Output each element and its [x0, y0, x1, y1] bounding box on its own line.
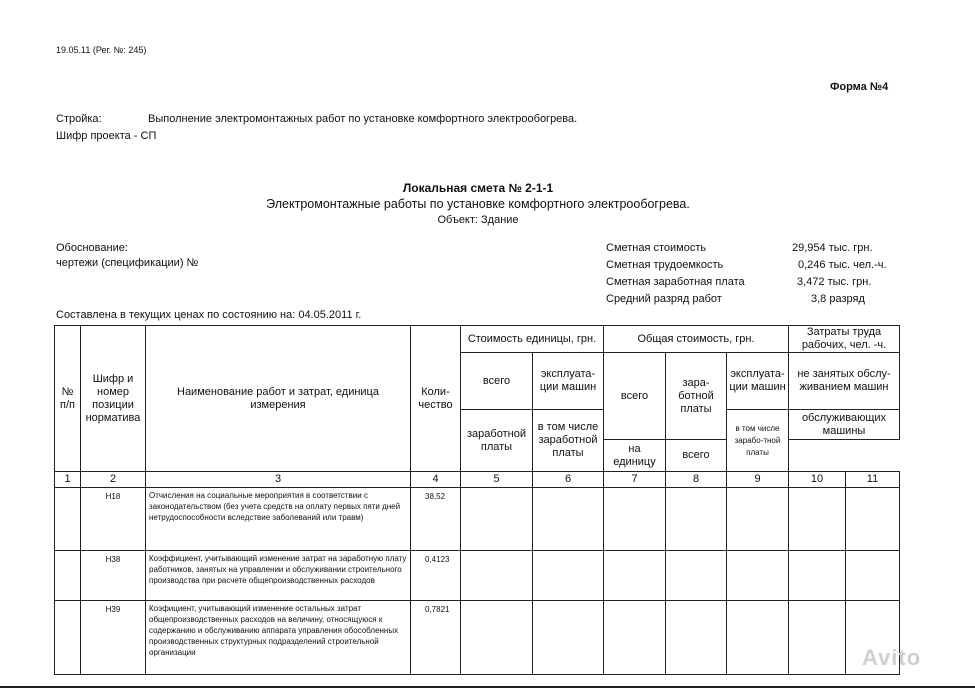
- site-value: Выполнение электромонтажных работ по установке комфортного электрообогрева.: [148, 113, 578, 125]
- stat-cost-label: Сметная стоимость: [606, 242, 707, 254]
- col-number: 9: [727, 472, 789, 488]
- estimate-table: [54, 325, 900, 675]
- table-row: [55, 601, 900, 675]
- stat-salary-value: 3,472 тыс. грн.: [797, 276, 872, 288]
- header-unit-machines: эксплуата-ции машин: [533, 353, 604, 410]
- header-total-machines: эксплуата-ции машин: [727, 353, 789, 410]
- header-unit-cost: Стоимость единицы, грн.: [461, 326, 604, 353]
- stat-cost-value: 29,954 тыс. грн.: [792, 242, 873, 254]
- header-total-salary: зара-ботной платы: [666, 353, 727, 440]
- bottom-divider: [0, 686, 975, 688]
- site-label: Стройка:: [56, 113, 102, 125]
- header-total-cost: Общая стоимость, грн.: [604, 326, 789, 353]
- header-total-incl-salary: в том числе зарабо-тной платы: [727, 410, 789, 472]
- col-number: 7: [604, 472, 666, 488]
- row-description: Коэффициент, учитывающий изменение затрат на заработную плату работников, занятых на управлении и обслуживании строительного производства при расчете общепроизводственных расходов: [146, 551, 411, 601]
- header-qty: Коли-чество: [411, 326, 461, 472]
- form-number: Форма №4: [830, 81, 889, 93]
- row-code: Н38: [81, 551, 146, 601]
- row-description: Коэфициент, учитывающий изменение остальных затрат общепроизводственных расходов на величину, относящуюся к содержанию и обслуживанию аппарата управления обособленных производственных структурных подразделений строительной организации: [146, 601, 411, 675]
- row-code: Н39: [81, 601, 146, 675]
- estimate-subtitle: Электромонтажные работы по установке комфортного электрообогрева.: [266, 197, 690, 211]
- row-code: Н18: [81, 488, 146, 551]
- header-busy: обслуживающих машины: [789, 410, 900, 440]
- basis-label: Обоснование:: [56, 242, 128, 254]
- header-unit-salary: заработной платы: [461, 410, 533, 472]
- stat-labor-value: 0,246 тыс. чел.-ч.: [798, 259, 887, 271]
- col-number: 2: [81, 472, 146, 488]
- table-row: [55, 488, 900, 551]
- col-number: 5: [461, 472, 533, 488]
- col-number: 1: [55, 472, 81, 488]
- row-description: Отчисления на социальные мероприятия в соответствии с законодательством (без учета средств на оплату первых пяти дней нетрудоспособности вследствие заболеваний или травм): [146, 488, 411, 551]
- row-qty: 0,7821: [411, 601, 461, 675]
- header-num: № п/п: [55, 326, 81, 472]
- row-qty: 0,4123: [411, 551, 461, 601]
- col-number: 11: [846, 472, 900, 488]
- compiled-date: Составлена в текущих ценах по состоянию на: 04.05.2011 г.: [56, 309, 362, 321]
- row-qty: 38,52: [411, 488, 461, 551]
- col-number: 6: [533, 472, 604, 488]
- header-unit-all: всего: [461, 353, 533, 410]
- basis-value: чертежи (спецификации) №: [56, 257, 199, 269]
- header-not-busy: не занятых обслу-живанием машин: [789, 353, 900, 410]
- estimate-title: Локальная смета № 2-1-1: [402, 181, 554, 195]
- header-labor: Затраты труда рабочих, чел. -ч.: [789, 326, 900, 353]
- col-number: 10: [789, 472, 846, 488]
- header-total-all: всего: [604, 353, 666, 440]
- date-registration: 19.05.11 (Рег. №: 245): [56, 45, 147, 55]
- col-number: 4: [411, 472, 461, 488]
- stat-salary-label: Сметная заработная плата: [606, 276, 745, 288]
- header-name: Наименование работ и затрат, единица измерения: [146, 326, 411, 472]
- project-code: Шифр проекта - СП: [56, 130, 157, 142]
- table-row: [55, 551, 900, 601]
- estimate-object: Объект: Здание: [437, 214, 519, 226]
- header-per-unit: на единицу: [604, 440, 666, 472]
- col-number: 3: [146, 472, 411, 488]
- header-labor-total: всего: [666, 440, 727, 472]
- avito-watermark: Avito: [862, 645, 922, 670]
- stat-grade-value: 3,8 разряд: [811, 293, 865, 305]
- header-code: Шифр и номер позиции норматива: [81, 326, 146, 472]
- col-number: 8: [666, 472, 727, 488]
- stat-grade-label: Средний разряд работ: [606, 293, 722, 305]
- stat-labor-label: Сметная трудоемкость: [606, 259, 724, 271]
- header-unit-incl-salary: в том числе заработной платы: [533, 410, 604, 472]
